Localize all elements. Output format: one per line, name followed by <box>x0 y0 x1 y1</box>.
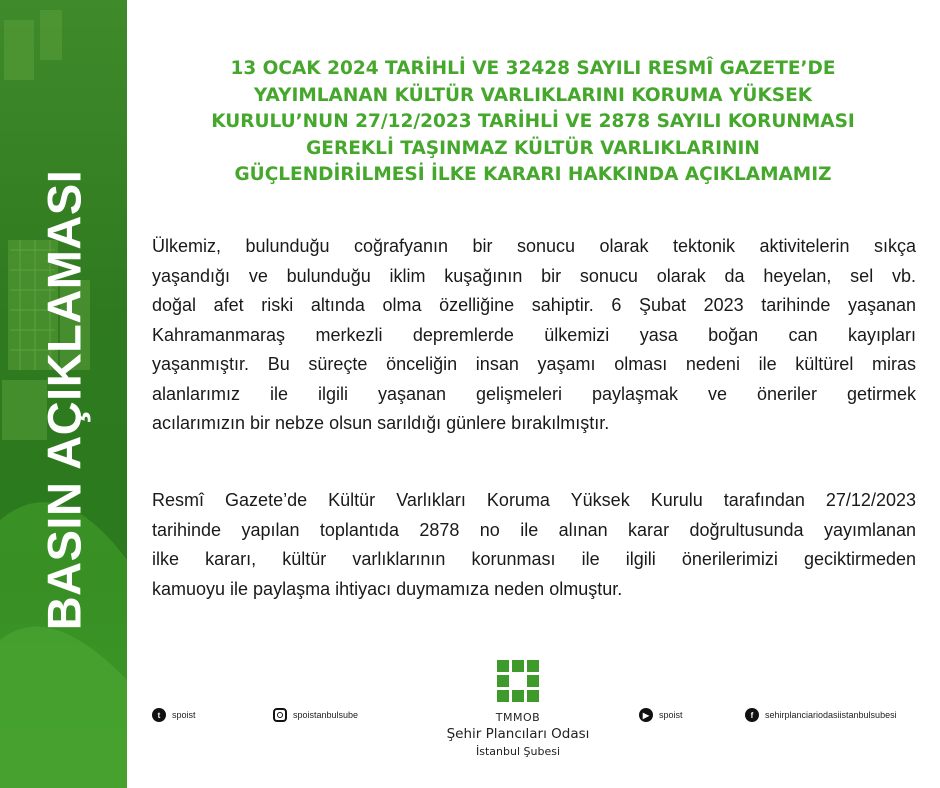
text-line: yaşanmıştır. Bu süreçte önceliğin insan yaşamı olması nedeni ile kültürel miras <box>152 354 916 374</box>
social-label: spoist <box>659 710 683 720</box>
social-twitter[interactable] <box>152 708 196 722</box>
twitter-icon: t <box>152 708 166 722</box>
org-line-3: İstanbul Şubesi <box>476 745 560 758</box>
sidebar-title: BASIN AÇIKLAMASI <box>37 169 91 631</box>
social-label: spoist <box>172 710 196 720</box>
org-logo <box>497 660 539 702</box>
org-line-2: Şehir Plancıları Odası <box>446 726 590 742</box>
headline-line: GEREKLİ TAŞINMAZ KÜLTÜR VARLIKLARININ <box>306 137 760 159</box>
sidebar-banner <box>0 0 127 788</box>
paragraph-1 <box>152 232 916 439</box>
text-line: Resmî Gazete’de Kültür Varlıkları Koruma Yüksek Kurulu tarafından 27/12/2023 <box>152 490 916 510</box>
text-line: alanlarımız ile ilgili yaşanan gelişmeleri paylaşmak ve öneriler getirmek <box>152 383 916 404</box>
text-line: doğal afet riski altında olma özelliğine sahiptir. 6 Şubat 2023 tarihinde yaşanan <box>152 295 916 315</box>
social-facebook[interactable] <box>745 708 897 722</box>
text-line: ilke kararı, kültür varlıklarının korunması ile ilgili önerilerimizi geciktirmeden <box>152 549 916 569</box>
text-line: yaşandığı ve bulunduğu iklim kuşağının bir sonucu olarak da heyelan, sel vb. <box>152 265 916 286</box>
headline <box>150 56 916 189</box>
social-instagram[interactable] <box>273 708 358 722</box>
text-line: Ülkemiz, bulunduğu coğrafyanın bir sonucu olarak tektonik aktivitelerin sıkça <box>152 236 916 256</box>
paragraph-2 <box>152 486 916 604</box>
social-label: spoistanbulsube <box>293 710 359 720</box>
org-line-1: TMMOB <box>495 711 541 724</box>
headline-line: GÜÇLENDİRİLMESİ İLKE KARARI HAKKINDA AÇIKLAMAMIZ <box>234 164 832 185</box>
text-line: acılarımızın bir nebze olsun sarıldığı günlere bırakılmıştır. <box>152 413 610 433</box>
headline-line: YAYIMLANAN KÜLTÜR VARLIKLARINI KORUMA YÜKSEK <box>253 84 813 106</box>
headline-line: KURULU’NUN 27/12/2023 TARİHLİ VE 2878 SAYILI KORUNMASI <box>211 111 855 132</box>
social-youtube[interactable] <box>639 708 683 722</box>
youtube-icon: ▶ <box>639 708 653 722</box>
text-line: kamuoyu ile paylaşma ihtiyacı duymamıza neden olmuştur. <box>152 578 623 599</box>
text-line: Kahramanmaraş merkezli depremlerde ülkemizi yasa boğan can kayıpları <box>152 324 916 345</box>
headline-line: 13 OCAK 2024 TARİHLİ VE 32428 SAYILI RESMÎ GAZETE’DE <box>230 58 836 79</box>
instagram-icon <box>273 708 287 722</box>
facebook-icon: f <box>745 708 759 722</box>
social-label: sehirplanciariodasiistanbulsubesi <box>765 710 897 720</box>
text-line: tarihinde yapılan toplantıda 2878 no ile alınan karar doğrultusunda yayımlanan <box>152 519 916 540</box>
